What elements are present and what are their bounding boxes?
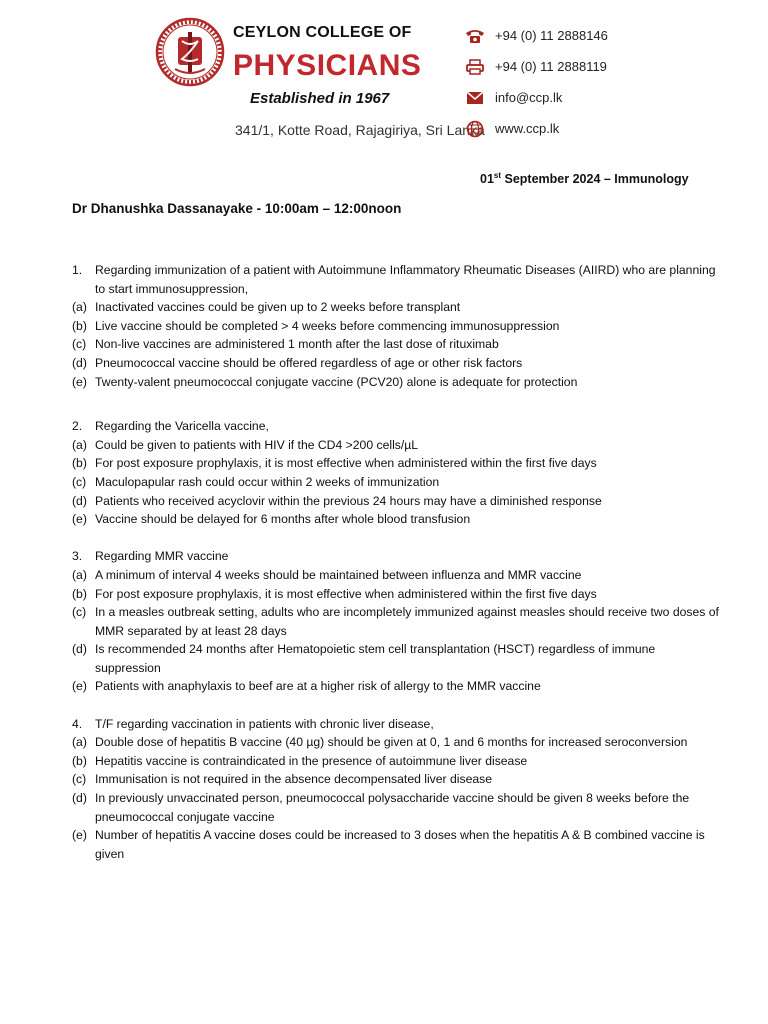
question-text: Regarding immunization of a patient with Autoimmune Inflammatory Rheumatic Diseases (AIIRD) who are planning to start immunosuppression,	[95, 263, 716, 296]
option-text: Is recommended 24 months after Hematopoietic stem cell transplantation (HSCT) regardless of immune suppression	[95, 642, 656, 675]
option-row	[72, 473, 722, 492]
option-marker: (b)	[72, 753, 87, 768]
option-marker: (d)	[72, 493, 87, 508]
question-number: 1.	[72, 263, 83, 277]
question-text: Regarding MMR vaccine	[95, 549, 229, 564]
option-row	[72, 510, 722, 529]
option-marker: (b)	[72, 456, 87, 471]
college-name-line1: CEYLON COLLEGE OF	[233, 24, 412, 41]
contact-website	[465, 113, 745, 144]
phone-number: +94 (0) 11 2888146	[495, 28, 608, 43]
option-marker: (e)	[72, 828, 87, 843]
option-text: In a measles outbreak setting, adults who are incompletely immunized against measles should receive two doses of MMR separated by at least 28 days	[95, 605, 719, 638]
option-row	[72, 770, 722, 789]
question-text: Regarding the Varicella vaccine,	[95, 419, 269, 434]
contact-email	[465, 82, 745, 113]
option-text: Immunisation is not required in the absence decompensated liver disease	[95, 772, 492, 787]
established-tagline: Established in 1967	[250, 90, 390, 107]
session-date	[480, 171, 689, 186]
option-marker: (c)	[72, 605, 87, 620]
option-row	[72, 640, 722, 677]
question-text: T/F regarding vaccination in patients with chronic liver disease,	[95, 716, 434, 731]
fax-icon	[465, 58, 485, 76]
option-row	[72, 826, 722, 863]
option-row	[72, 752, 722, 771]
question-list	[72, 261, 722, 882]
option-marker: (b)	[72, 318, 87, 333]
date-day: 01	[480, 172, 494, 187]
option-marker: (e)	[72, 374, 87, 389]
option-text: Maculopapular rash could occur within 2 weeks of immunization	[95, 474, 440, 489]
fax-number: +94 (0) 11 2888119	[495, 59, 607, 74]
website-url: www.ccp.lk	[495, 121, 560, 136]
option-text: For post exposure prophylaxis, it is most effective when administered within the first five days	[95, 456, 597, 471]
question-number: 4.	[72, 716, 83, 731]
option-row	[72, 789, 722, 826]
option-marker: (a)	[72, 300, 87, 315]
option-text: Live vaccine should be completed > 4 weeks before commencing immunosuppression	[95, 318, 560, 333]
globe-icon	[465, 120, 485, 138]
question-number: 2.	[72, 419, 83, 434]
option-marker: (e)	[72, 679, 87, 694]
option-row	[72, 603, 722, 640]
option-row	[72, 566, 722, 585]
option-text: In previously unvaccinated person, pneumococcal polysaccharide vaccine should be given 8 weeks before the pneumococcal conjugate vaccine	[95, 791, 690, 824]
option-marker: (a)	[72, 735, 87, 750]
email-icon	[465, 89, 485, 107]
option-text: Double dose of hepatitis B vaccine (40 µg) should be given at 0, 1 and 6 months for increased seroconversion	[95, 735, 688, 750]
option-marker: (c)	[72, 337, 87, 352]
option-row	[72, 354, 722, 373]
option-marker: (c)	[72, 772, 87, 787]
option-marker: (d)	[72, 642, 87, 657]
contact-fax	[465, 51, 745, 82]
option-marker: (e)	[72, 512, 87, 527]
question-stem	[72, 547, 722, 566]
option-marker: (d)	[72, 791, 87, 806]
telephone-icon	[465, 27, 485, 45]
option-text: A minimum of interval 4 weeks should be maintained between influenza and MMR vaccine	[95, 567, 582, 582]
question-1	[72, 261, 722, 391]
option-marker: (a)	[72, 437, 87, 452]
option-text: Number of hepatitis A vaccine doses could be increased to 3 doses when the hepatitis A & B combined vaccine is given	[95, 828, 705, 861]
option-text: Non-live vaccines are administered 1 month after the last dose of rituximab	[95, 337, 499, 352]
question-number: 3.	[72, 549, 83, 564]
email-address: info@ccp.lk	[495, 90, 563, 105]
option-text: Vaccine should be delayed for 6 months after whole blood transfusion	[95, 512, 471, 527]
option-row	[72, 373, 722, 392]
option-text: Hepatitis vaccine is contraindicated in the presence of autoimmune liver disease	[95, 753, 528, 768]
option-row	[72, 317, 722, 336]
option-row	[72, 677, 722, 696]
option-text: For post exposure prophylaxis, it is most effective when administered within the first five days	[95, 586, 597, 601]
question-stem	[72, 261, 722, 298]
question-stem	[72, 715, 722, 734]
question-2	[72, 417, 722, 529]
contact-phone	[465, 20, 745, 51]
letterhead	[0, 0, 768, 150]
college-name-line2: PHYSICIANS	[233, 49, 422, 82]
contact-block	[465, 20, 745, 144]
option-text: Twenty-valent pneumococcal conjugate vaccine (PCV20) alone is adequate for protection	[95, 374, 578, 389]
option-marker: (b)	[72, 586, 87, 601]
option-marker: (d)	[72, 355, 87, 370]
option-text: Could be given to patients with HIV if the CD4 >200 cells/µL	[95, 437, 419, 452]
option-row	[72, 454, 722, 473]
question-4	[72, 715, 722, 864]
option-text: Inactivated vaccines could be given up to 2 weeks before transplant	[95, 300, 461, 315]
option-text: Pneumococcal vaccine should be offered regardless of age or other risk factors	[95, 355, 523, 370]
question-3	[72, 547, 722, 696]
option-row	[72, 335, 722, 354]
option-row	[72, 436, 722, 455]
option-text: Patients with anaphylaxis to beef are at a higher risk of allergy to the MMR vaccine	[95, 679, 541, 694]
date-suffix: st	[493, 171, 502, 180]
college-address: 341/1, Kotte Road, Rajagiriya, Sri Lanka	[235, 122, 485, 138]
option-row	[72, 492, 722, 511]
option-row	[72, 585, 722, 604]
question-stem	[72, 417, 722, 436]
option-marker: (c)	[72, 474, 87, 489]
college-seal-logo	[155, 17, 225, 87]
option-text: Patients who received acyclovir within the previous 24 hours may have a diminished response	[95, 493, 602, 508]
option-row	[72, 733, 722, 752]
date-rest: September 2024 – Immunology	[501, 172, 689, 187]
option-row	[72, 298, 722, 317]
speaker-line: Dr Dhanushka Dassanayake - 10:00am – 12:00noon	[72, 201, 402, 216]
option-marker: (a)	[72, 567, 87, 582]
